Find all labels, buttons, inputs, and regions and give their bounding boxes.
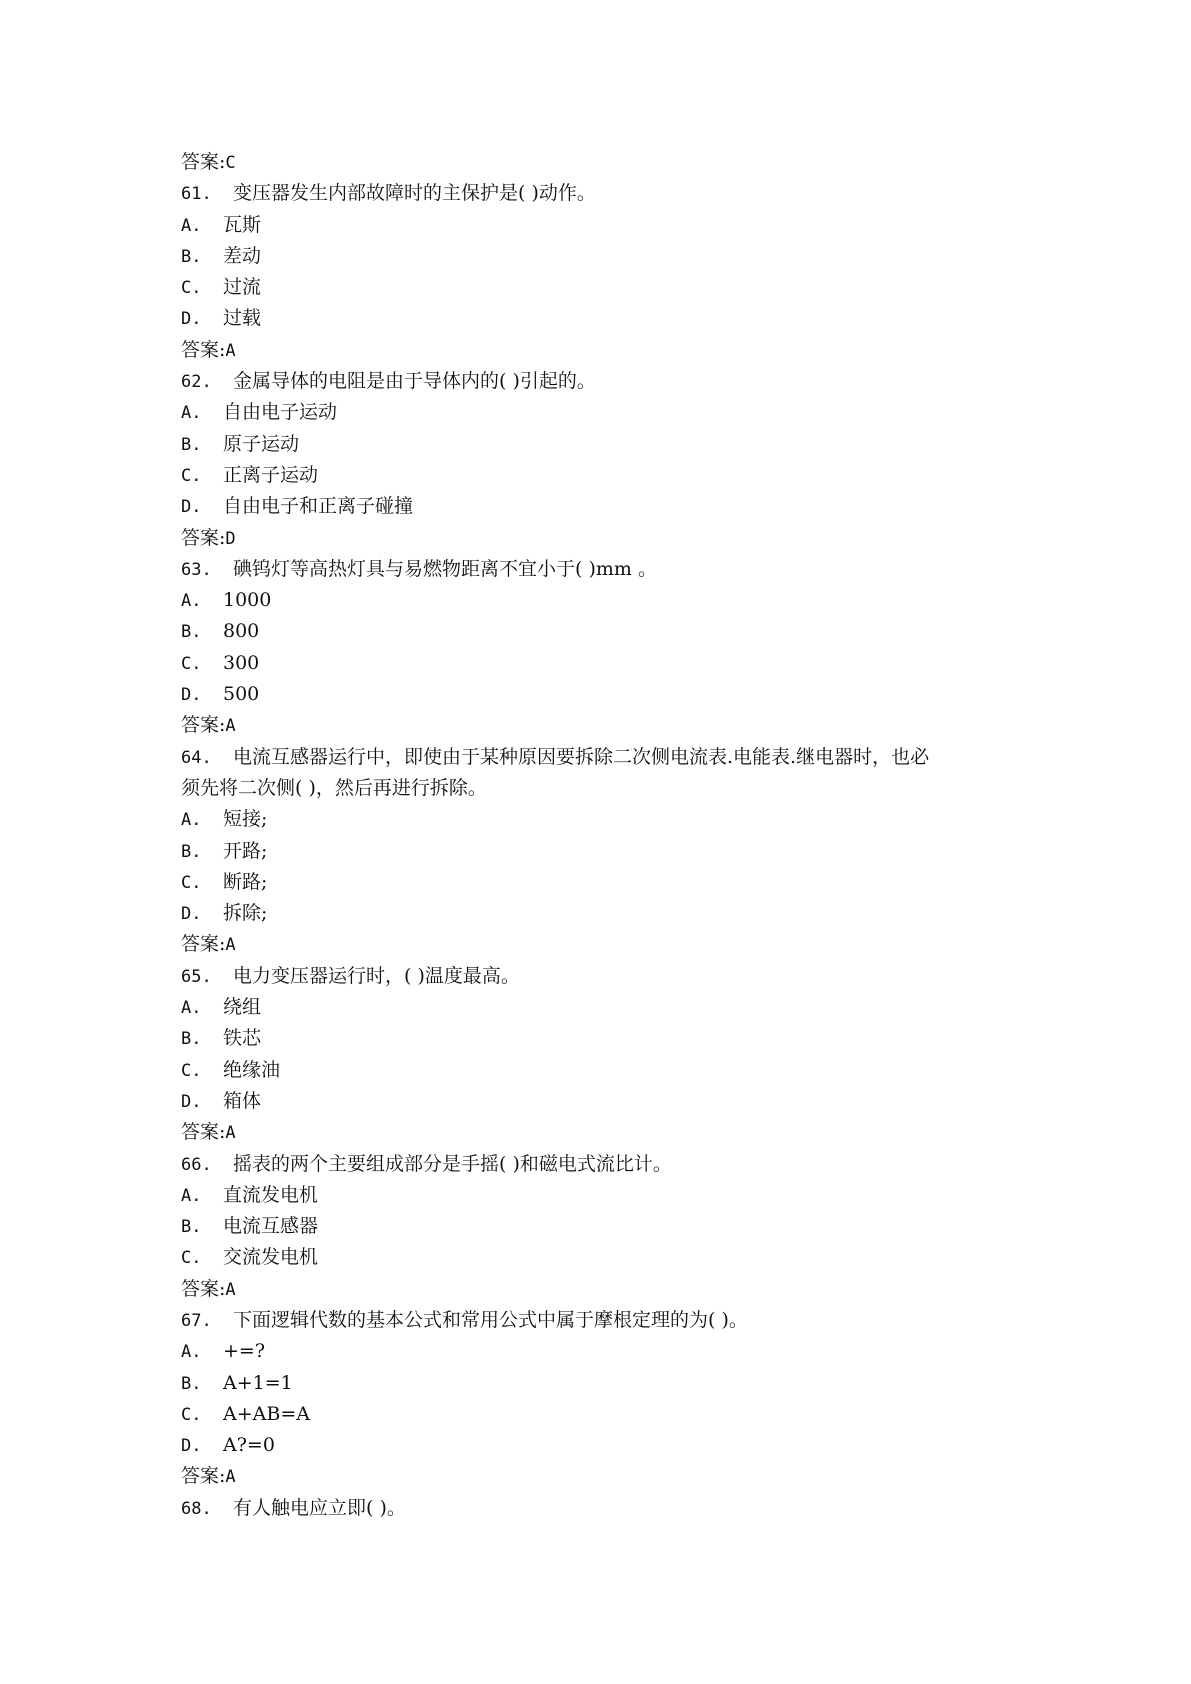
option-letter: D. — [181, 1436, 202, 1457]
option-text: 800 — [223, 620, 260, 643]
answer-line — [181, 147, 1041, 178]
option-letter: B. — [181, 246, 202, 267]
option-letter: A. — [181, 810, 202, 831]
option-text: 自由电子和正离子碰撞 — [223, 495, 414, 518]
answer-value: D — [225, 528, 236, 549]
question-block — [181, 1305, 1041, 1493]
question-block — [181, 178, 1041, 366]
option-text: 直流发电机 — [223, 1183, 319, 1206]
option-line — [181, 898, 1041, 929]
option-line — [181, 210, 1041, 241]
question-line — [181, 178, 1041, 209]
question-number: 61. — [181, 184, 212, 205]
question-number: 66. — [181, 1154, 212, 1175]
option-text: 原子运动 — [223, 432, 300, 455]
question-number: 62. — [181, 372, 212, 393]
option-line — [181, 836, 1041, 867]
answer-label: 答案: — [181, 338, 226, 361]
answer-label: 答案: — [181, 933, 226, 956]
option-text: 箱体 — [223, 1089, 262, 1112]
option-text: 断路; — [223, 870, 268, 893]
option-letter: B. — [181, 622, 202, 643]
option-text: 过流 — [223, 276, 262, 299]
option-line — [181, 1368, 1041, 1399]
option-text: A+1=1 — [223, 1371, 293, 1394]
question-block — [181, 366, 1041, 554]
option-line — [181, 1399, 1041, 1430]
question-block — [181, 1149, 1041, 1305]
question-text: 电流互感器运行中，即使由于某种原因要拆除二次侧电流表.电能表.继电器时，也必 — [233, 745, 930, 768]
option-line — [181, 1336, 1041, 1367]
answer-value: A — [225, 716, 236, 737]
option-text: 拆除; — [223, 902, 268, 925]
option-letter: B. — [181, 1373, 202, 1394]
answer-value: A — [225, 935, 236, 956]
answer-value: A — [225, 1279, 236, 1300]
option-text: 过载 — [223, 307, 262, 330]
question-block — [181, 1493, 1041, 1524]
question-line — [181, 1493, 1041, 1524]
option-letter: B. — [181, 1029, 202, 1050]
option-letter: C. — [181, 465, 202, 486]
option-letter: D. — [181, 904, 202, 925]
option-letter: A. — [181, 1185, 202, 1206]
option-line — [181, 648, 1041, 679]
option-text: 瓦斯 — [223, 213, 262, 236]
option-line — [181, 1180, 1041, 1211]
option-letter: C. — [181, 1060, 202, 1081]
question-line — [181, 742, 1041, 773]
answer-label: 答案: — [181, 1277, 226, 1300]
option-letter: B. — [181, 434, 202, 455]
question-text: 有人触电应立即( )。 — [233, 1496, 406, 1519]
option-text: 绝缘油 — [223, 1058, 281, 1081]
option-text: 开路; — [223, 839, 268, 862]
option-letter: C. — [181, 872, 202, 893]
option-line — [181, 1055, 1041, 1086]
option-line — [181, 241, 1041, 272]
option-letter: B. — [181, 841, 202, 862]
option-text: 500 — [223, 683, 260, 706]
question-text: 电力变压器运行时，( )温度最高。 — [233, 964, 520, 987]
option-letter: C. — [181, 1404, 202, 1425]
option-letter: D. — [181, 1091, 202, 1112]
question-line-continued — [181, 773, 1041, 804]
option-letter: A. — [181, 215, 202, 236]
option-text: 自由电子运动 — [223, 401, 338, 424]
option-line — [181, 429, 1041, 460]
answer-label: 答案: — [181, 714, 226, 737]
question-text: 碘钨灯等高热灯具与易燃物距离不宜小于( )mm 。 — [233, 557, 657, 580]
option-line — [181, 992, 1041, 1023]
document-body — [181, 147, 1041, 1524]
question-line — [181, 554, 1041, 585]
option-letter: A. — [181, 998, 202, 1019]
question-text: 须先将二次侧( )，然后再进行拆除。 — [181, 776, 487, 799]
option-line — [181, 397, 1041, 428]
answer-value: C — [225, 153, 236, 173]
answer-value: A — [225, 1467, 236, 1488]
option-letter: B. — [181, 1217, 202, 1238]
question-text: 金属导体的电阻是由于导体内的( )引起的。 — [233, 370, 596, 393]
question-block — [181, 554, 1041, 742]
answer-label: 答案: — [181, 526, 226, 549]
option-line — [181, 804, 1041, 835]
answer-line — [181, 1461, 1041, 1492]
option-letter: D. — [181, 497, 202, 518]
option-line — [181, 1023, 1041, 1054]
option-letter: A. — [181, 403, 202, 424]
question-number: 68. — [181, 1498, 212, 1519]
option-letter: A. — [181, 591, 202, 612]
option-text: 短接; — [223, 808, 268, 831]
option-letter: C. — [181, 653, 202, 674]
option-letter: C. — [181, 278, 202, 299]
option-text: 交流发电机 — [223, 1246, 319, 1269]
option-line — [181, 616, 1041, 647]
option-line — [181, 303, 1041, 334]
option-line — [181, 1242, 1041, 1273]
answer-value: A — [225, 340, 236, 361]
question-text: 摇表的两个主要组成部分是手摇( )和磁电式流比计。 — [233, 1152, 672, 1175]
option-text: 绕组 — [223, 996, 262, 1019]
answer-line — [181, 523, 1041, 554]
option-text: 正离子运动 — [223, 463, 319, 486]
answer-label: 答案: — [181, 1465, 226, 1488]
answer-value: A — [225, 1123, 236, 1144]
answer-label: 答案: — [181, 151, 226, 173]
answer-line — [181, 335, 1041, 366]
question-number: 64. — [181, 747, 212, 768]
option-text: 电流互感器 — [223, 1215, 319, 1238]
question-line — [181, 366, 1041, 397]
option-text: 300 — [223, 651, 260, 674]
question-line — [181, 1149, 1041, 1180]
question-block — [181, 961, 1041, 1149]
question-number: 67. — [181, 1310, 212, 1331]
option-line — [181, 460, 1041, 491]
option-line — [181, 585, 1041, 616]
option-line — [181, 272, 1041, 303]
option-text: A+AB=A — [223, 1402, 310, 1425]
option-line — [181, 1086, 1041, 1117]
option-letter: D. — [181, 309, 202, 330]
question-block — [181, 742, 1041, 961]
question-number: 65. — [181, 966, 212, 987]
option-letter: D. — [181, 685, 202, 706]
option-text: 1000 — [223, 589, 272, 612]
option-letter: C. — [181, 1248, 202, 1269]
option-text: 铁芯 — [223, 1027, 262, 1050]
option-line — [181, 679, 1041, 710]
option-text: A?=0 — [223, 1434, 275, 1457]
answer-line — [181, 929, 1041, 960]
option-text: +=? — [223, 1340, 266, 1363]
option-line — [181, 1430, 1041, 1461]
answer-line — [181, 710, 1041, 741]
option-line — [181, 491, 1041, 522]
answer-label: 答案: — [181, 1121, 226, 1144]
question-text: 下面逻辑代数的基本公式和常用公式中属于摩根定理的为( )。 — [233, 1308, 748, 1331]
question-text: 变压器发生内部故障时的主保护是( )动作。 — [233, 182, 596, 205]
answer-line — [181, 1274, 1041, 1305]
question-line — [181, 1305, 1041, 1336]
option-letter: A. — [181, 1342, 202, 1363]
option-line — [181, 1211, 1041, 1242]
question-number: 63. — [181, 559, 212, 580]
answer-line — [181, 1117, 1041, 1148]
option-text: 差动 — [223, 244, 262, 267]
question-line — [181, 961, 1041, 992]
option-line — [181, 867, 1041, 898]
